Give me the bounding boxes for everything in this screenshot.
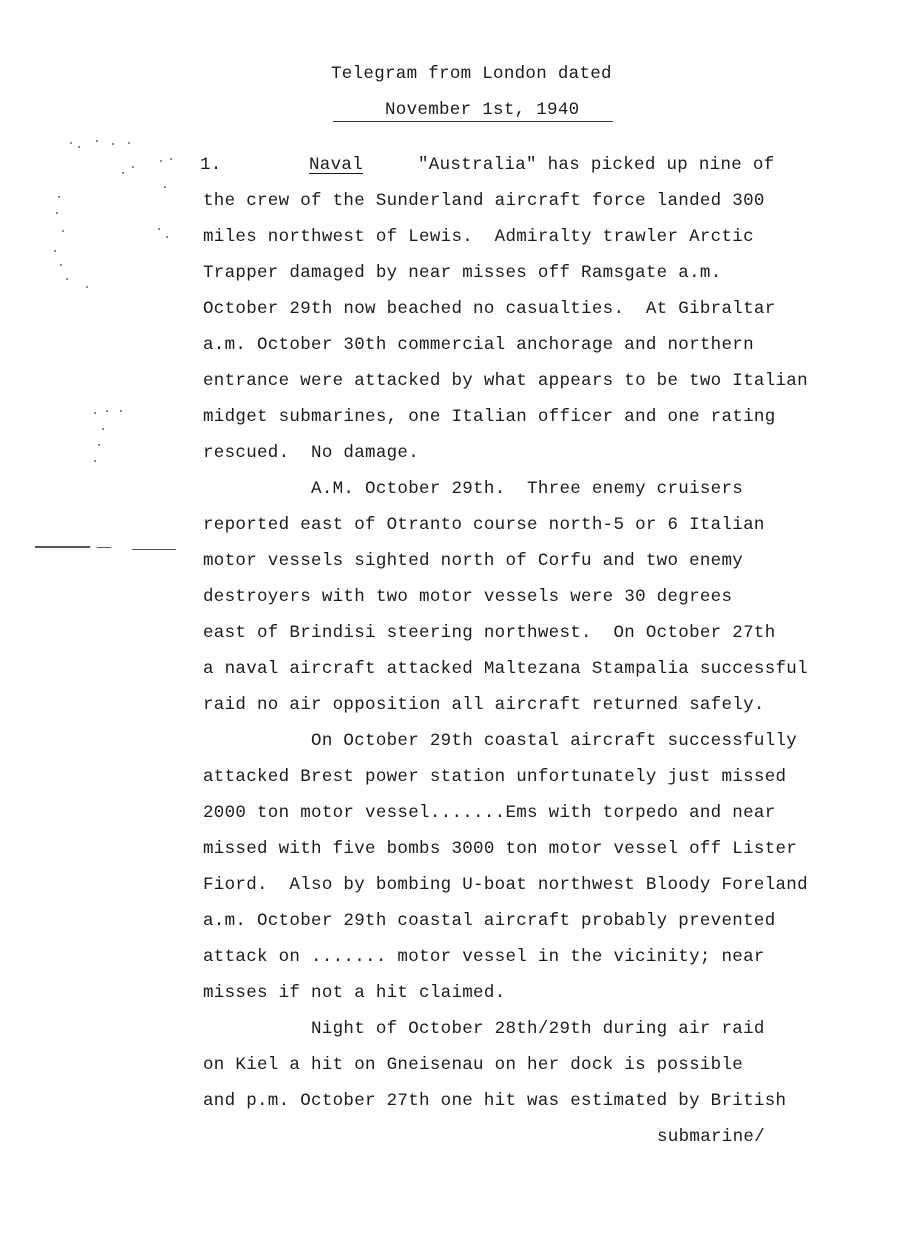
section-number: 1. [200, 155, 222, 175]
margin-rule [35, 546, 90, 548]
telegram-heading: Telegram from London dated [331, 64, 612, 84]
body-line: motor vessels sighted north of Corfu and two enemy [203, 551, 744, 571]
body-line: missed with five bombs 3000 ton motor vessel off Lister [203, 839, 798, 859]
body-line: On October 29th coastal aircraft successfully [203, 731, 798, 751]
body-line: October 29th now beached no casualties. At Gibraltar [203, 299, 776, 319]
body-line: on Kiel a hit on Gneisenau on her dock is possible [203, 1055, 744, 1075]
body-line: A.M. October 29th. Three enemy cruisers [203, 479, 744, 499]
body-line: and p.m. October 27th one hit was estimated by British [203, 1091, 787, 1111]
section-first-line: "Australia" has picked up nine of [418, 155, 775, 175]
body-line: attack on ....... motor vessel in the vicinity; near [203, 947, 765, 967]
body-line: east of Brindisi steering northwest. On October 27th [203, 623, 776, 643]
body-line: a.m. October 30th commercial anchorage and northern [203, 335, 754, 355]
body-line: a.m. October 29th coastal aircraft probably prevented [203, 911, 776, 931]
body-line: rescued. No damage. [203, 443, 420, 463]
telegram-date: November 1st, 1940 [385, 100, 580, 120]
body-line: miles northwest of Lewis. Admiralty trawler Arctic [203, 227, 754, 247]
body-line: misses if not a hit claimed. [203, 983, 506, 1003]
body-line: raid no air opposition all aircraft returned safely. [203, 695, 765, 715]
body-line: entrance were attacked by what appears to be two Italian [203, 371, 808, 391]
body-line: 2000 ton motor vessel.......Ems with torpedo and near [203, 803, 776, 823]
body-line: Night of October 28th/29th during air raid [203, 1019, 765, 1039]
body-line: Fiord. Also by bombing U-boat northwest Bloody Foreland [203, 875, 808, 895]
body-line: midget submarines, one Italian officer and one rating [203, 407, 776, 427]
section-label: Naval [309, 155, 364, 175]
catchword: submarine/ [657, 1127, 766, 1147]
body-line: attacked Brest power station unfortunately just missed [203, 767, 787, 787]
body-line: a naval aircraft attacked Maltezana Stampalia successful [203, 659, 808, 679]
body-line: destroyers with two motor vessels were 30 degrees [203, 587, 733, 607]
body-line: reported east of Otranto course north-5 or 6 Italian [203, 515, 765, 535]
body-line: the crew of the Sunderland aircraft force landed 300 [203, 191, 765, 211]
margin-rule [132, 549, 176, 550]
date-underline [333, 121, 613, 122]
margin-rule [97, 547, 111, 548]
body-line: Trapper damaged by near misses off Ramsgate a.m. [203, 263, 722, 283]
